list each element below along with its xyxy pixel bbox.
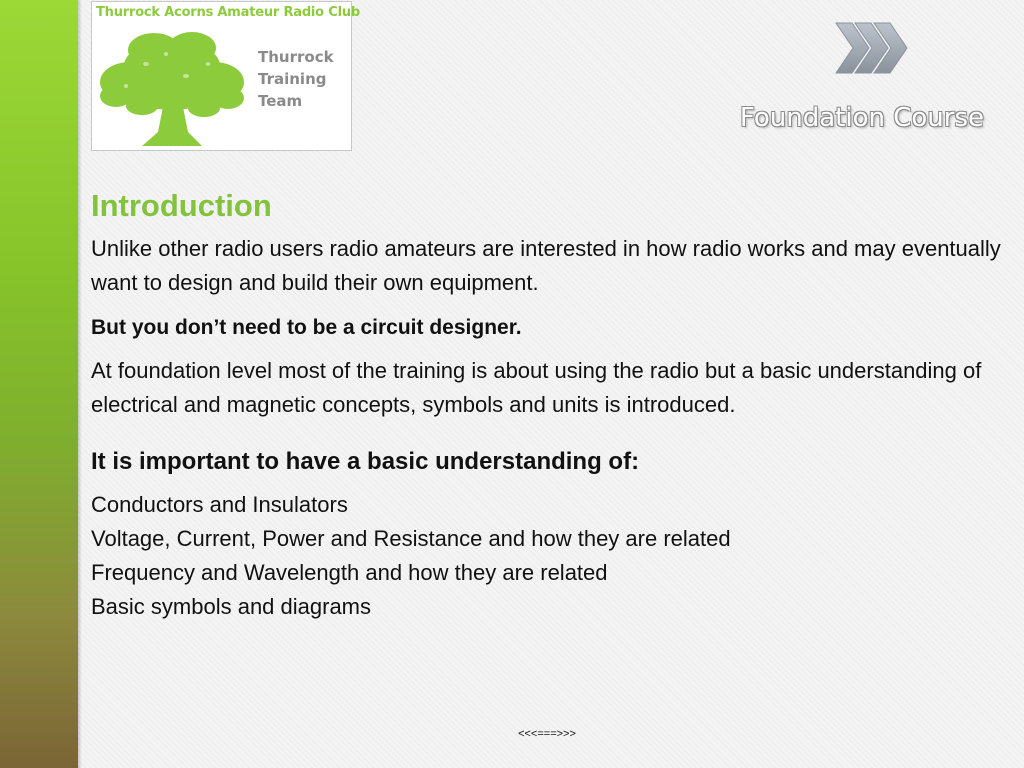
list-item: Conductors and Insulators: [91, 492, 348, 517]
logo-team-line: Thurrock: [258, 48, 334, 66]
emphasis-line: But you don’t need to be a circuit designer.: [91, 316, 522, 339]
list-item: Frequency and Wavelength and how they are related: [91, 560, 608, 585]
sidebar-shadow: [78, 0, 82, 768]
slide-content: [91, 186, 1006, 624]
sidebar-gradient: [0, 0, 78, 768]
logo-team-line: Team: [258, 92, 303, 110]
logo-club-name: Thurrock Acorns Amateur Radio Club: [96, 5, 360, 20]
logo-team-line: Training: [258, 70, 327, 88]
list-item: Basic symbols and diagrams: [91, 594, 372, 619]
list-item: Voltage, Current, Power and Resistance and how they are related: [91, 526, 731, 551]
key-topics-heading: It is important to have a basic understanding of:: [91, 448, 640, 475]
slide-heading: Introduction: [91, 188, 272, 223]
intro-paragraph: Unlike other radio users radio amateurs are interested in how radio works and may eventually want to design and build their own equipment.: [91, 236, 1001, 295]
slide-nav-arrows[interactable]: <<<===>>>: [518, 728, 576, 740]
foundation-paragraph: At foundation level most of the training is about using the radio but a basic understanding of electrical and magnetic concepts, symbols and units is introduced.: [91, 358, 982, 417]
topic-list: [91, 488, 1006, 624]
course-title: Foundation Course: [739, 103, 984, 133]
triple-chevron-right-icon: [833, 20, 913, 76]
logo-team-text: [258, 46, 334, 112]
club-logo: [91, 1, 360, 151]
oak-tree-icon: [96, 24, 248, 150]
